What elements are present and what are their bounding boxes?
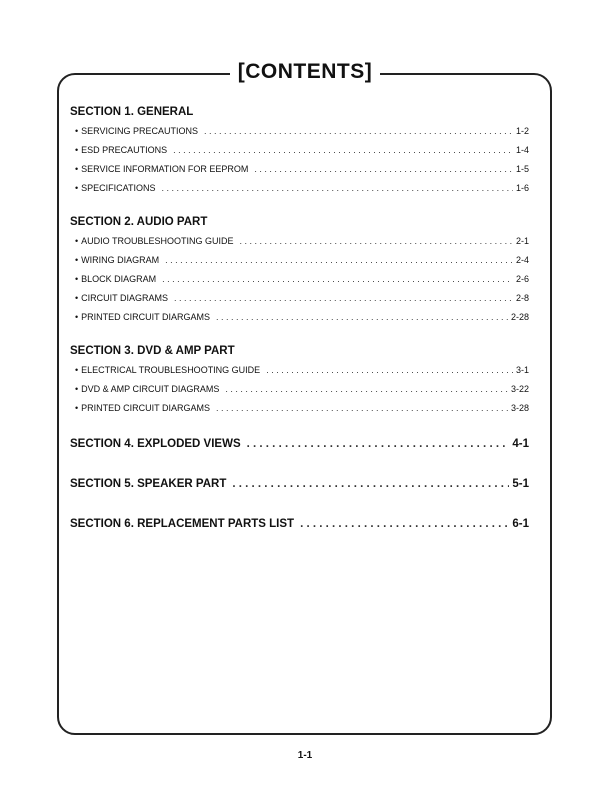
section-page: 5-1 <box>512 478 529 490</box>
section-title: SECTION 2. AUDIO PART <box>70 216 208 228</box>
toc-item-label: CIRCUIT DIAGRAMS <box>81 293 168 303</box>
toc-item-page: 2-28 <box>510 312 529 322</box>
dot-leader <box>247 434 510 454</box>
section-title: SECTION 1. GENERAL <box>70 106 194 118</box>
toc-item[interactable] <box>70 179 529 198</box>
bullet: • <box>75 145 79 155</box>
toc-section-3 <box>70 341 529 418</box>
bullet: • <box>75 293 79 303</box>
toc-item-label: ESD PRECAUTIONS <box>81 145 168 155</box>
toc-item-label: BLOCK DIAGRAM <box>81 274 157 284</box>
toc-item-label: AUDIO TROUBLESHOOTING GUIDE <box>81 236 234 246</box>
toc-section-1 <box>70 102 529 198</box>
toc-item-page: 1-2 <box>515 126 529 136</box>
toc-item-page: 2-4 <box>515 255 529 265</box>
dot-leader <box>300 514 509 534</box>
section-title: SECTION 5. SPEAKER PART <box>70 478 227 490</box>
section-title: SECTION 6. REPLACEMENT PARTS LIST <box>70 518 295 530</box>
section-page: 4-1 <box>512 438 529 450</box>
dot-leader <box>254 160 513 179</box>
section-title: SECTION 4. EXPLODED VIEWS <box>70 438 241 450</box>
toc-item-page: 2-1 <box>515 236 529 246</box>
toc-section-2 <box>70 212 529 327</box>
page-number: 1-1 <box>297 750 313 761</box>
toc-section-5[interactable] <box>70 474 529 494</box>
bullet: • <box>75 403 79 413</box>
toc-item[interactable] <box>70 289 529 308</box>
section-page: 6-1 <box>512 518 529 530</box>
toc-item[interactable] <box>70 251 529 270</box>
bullet: • <box>75 126 79 136</box>
toc-item-page: 1-6 <box>515 183 529 193</box>
toc-item[interactable] <box>70 308 529 327</box>
dot-leader <box>165 251 513 270</box>
page-title: [CONTENTS] <box>230 59 381 85</box>
dot-leader <box>216 308 508 327</box>
toc-item-label: ELECTRICAL TROUBLESHOOTING GUIDE <box>81 365 261 375</box>
bullet: • <box>75 183 79 193</box>
toc-item[interactable] <box>70 160 529 179</box>
toc-item-page: 3-28 <box>510 403 529 413</box>
dot-leader <box>240 232 513 251</box>
toc-section-6[interactable] <box>70 514 529 534</box>
toc-item-page: 2-8 <box>515 293 529 303</box>
toc-item-label: DVD & AMP CIRCUIT DIAGRAMS <box>81 384 220 394</box>
dot-leader <box>162 179 513 198</box>
bullet: • <box>75 274 79 284</box>
toc-section-4[interactable] <box>70 434 529 454</box>
toc-item[interactable] <box>70 399 529 418</box>
dot-leader <box>232 474 509 494</box>
dot-leader <box>174 289 513 308</box>
toc-item[interactable] <box>70 270 529 289</box>
bullet: • <box>75 312 79 322</box>
toc-item-page: 3-1 <box>515 365 529 375</box>
toc-item[interactable] <box>70 122 529 141</box>
bullet: • <box>75 236 79 246</box>
spacer <box>70 198 529 212</box>
toc-item-label: PRINTED CIRCUIT DIARGAMS <box>81 312 210 322</box>
toc-item[interactable] <box>70 380 529 399</box>
dot-leader <box>162 270 513 289</box>
dot-leader <box>225 380 508 399</box>
toc-item-label: SERVICING PRECAUTIONS <box>81 126 199 136</box>
bullet: • <box>75 365 79 375</box>
toc-item-page: 3-22 <box>510 384 529 394</box>
toc-item-page: 2-6 <box>515 274 529 284</box>
toc-item-label: PRINTED CIRCUIT DIARGAMS <box>81 403 210 413</box>
dot-leader <box>216 399 508 418</box>
spacer <box>70 454 529 474</box>
toc-item-page: 1-5 <box>515 164 529 174</box>
toc-item-page: 1-4 <box>515 145 529 155</box>
bullet: • <box>75 384 79 394</box>
toc-item-label: SERVICE INFORMATION FOR EEPROM <box>81 164 249 174</box>
toc-item-label: SPECIFICATIONS <box>81 183 156 193</box>
toc-content <box>70 102 529 534</box>
bullet: • <box>75 164 79 174</box>
toc-item[interactable] <box>70 232 529 251</box>
spacer <box>70 494 529 514</box>
toc-item[interactable] <box>70 141 529 160</box>
section-title: SECTION 3. DVD & AMP PART <box>70 345 235 357</box>
dot-leader <box>173 141 513 160</box>
toc-item[interactable] <box>70 361 529 380</box>
spacer <box>70 327 529 341</box>
toc-item-label: WIRING DIAGRAM <box>81 255 160 265</box>
dot-leader <box>266 361 513 380</box>
dot-leader <box>204 122 513 141</box>
spacer <box>70 418 529 434</box>
bullet: • <box>75 255 79 265</box>
